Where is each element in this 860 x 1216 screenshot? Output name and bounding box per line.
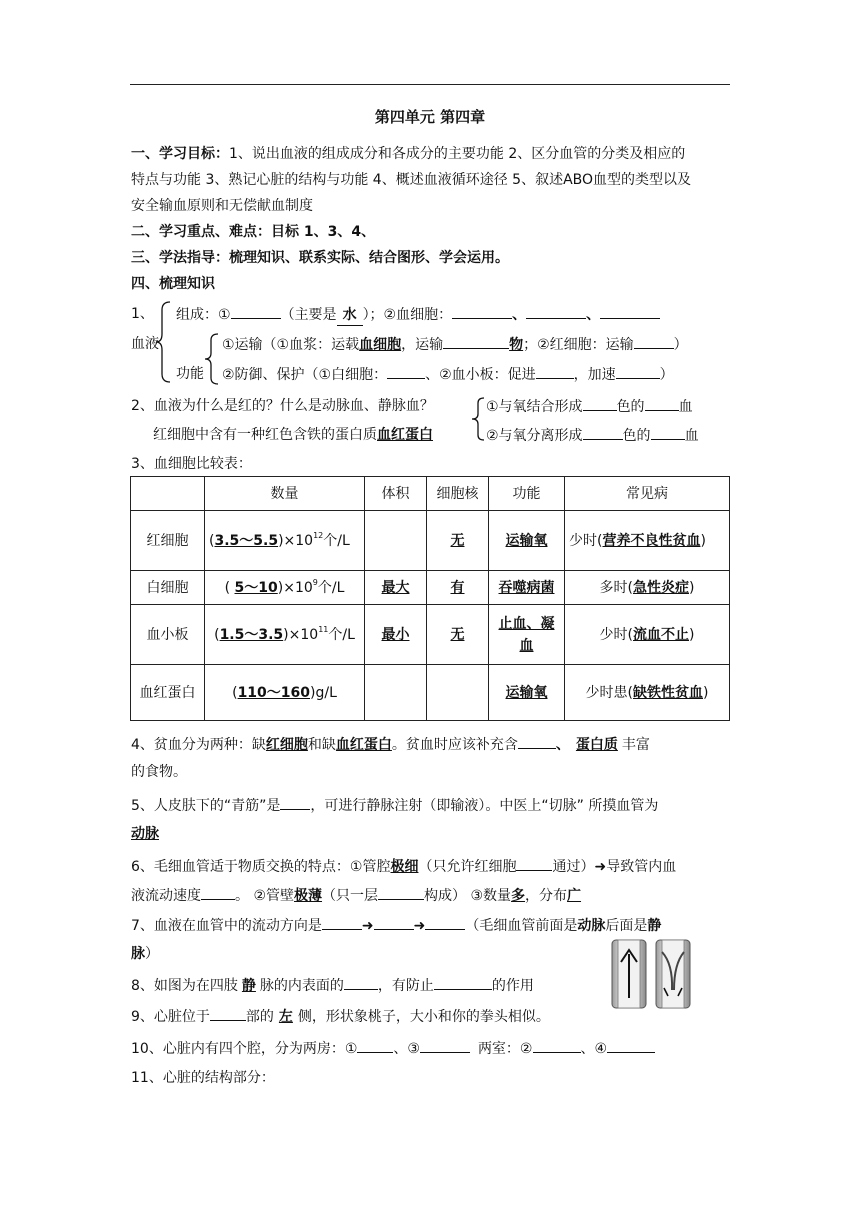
q1-main-post: ）；②血细胞： bbox=[362, 307, 453, 323]
q5-text-2: ，可进行静脉注射（即输液）。中医上“切脉” 所摸血管为 bbox=[310, 798, 659, 814]
q1-c1: ① bbox=[218, 307, 231, 323]
q2-right-1 bbox=[486, 396, 693, 417]
right-arrow-icon: ➜ bbox=[413, 918, 426, 934]
section-4-label: 四、梳理知识 bbox=[131, 276, 215, 292]
q1-f2-pre: ②防御、保护（①白细胞： bbox=[222, 367, 388, 383]
section-1-label: 一、学习目标： bbox=[131, 146, 229, 162]
blank bbox=[607, 1038, 655, 1053]
row-volume bbox=[365, 665, 427, 721]
dis-pre: 少时( bbox=[569, 532, 603, 549]
row-nucleus: 无 bbox=[427, 511, 489, 571]
dis-post: ) bbox=[689, 626, 695, 643]
q2-r1-end: 血 bbox=[678, 399, 693, 415]
dis-pre: 多时( bbox=[599, 579, 633, 596]
row-function: 吞噬病菌 bbox=[489, 571, 565, 605]
section-3-line bbox=[131, 248, 509, 268]
q7-line-2 bbox=[131, 944, 159, 964]
q7-answer-2: 静 bbox=[647, 918, 662, 934]
row-function: 运输氧 bbox=[489, 665, 565, 721]
q1-composition-line bbox=[176, 304, 660, 326]
blank bbox=[322, 915, 362, 930]
q8-pre: 8、如图为在四肢 bbox=[131, 978, 238, 994]
q1-function-label: 功能 bbox=[176, 366, 204, 382]
q6-l2-mid2: （只一层 bbox=[322, 888, 379, 904]
q2-r2-mid: 色的 bbox=[622, 428, 651, 444]
q4-answer-2: 血红蛋白 bbox=[335, 737, 392, 753]
row-quantity: (110～160)g/L bbox=[205, 665, 365, 721]
qty-tail: 个/L bbox=[323, 532, 350, 549]
qty-answer: 5～10 bbox=[234, 579, 278, 596]
table-row bbox=[131, 511, 730, 571]
q8-mid: 脉的内表面的 bbox=[259, 978, 344, 994]
blank bbox=[645, 396, 679, 411]
q2-r2-pre: ②与氧分离形成 bbox=[486, 428, 583, 444]
section-2-line bbox=[131, 222, 375, 242]
table-row bbox=[131, 605, 730, 665]
row-nucleus bbox=[427, 665, 489, 721]
section-1-text-1: 1、说出血液的组成成分和各成分的主要功能 2、区分血管的分类及相应的 bbox=[229, 146, 686, 162]
blank bbox=[600, 304, 660, 319]
q7-post: （毛细血管前面是 bbox=[465, 918, 578, 934]
q5-text: 5、人皮肤下的“青筋”是 bbox=[131, 798, 281, 814]
table-header: 常见病 bbox=[565, 477, 730, 511]
qty-answer: 110～160 bbox=[237, 684, 311, 701]
q4-line-1 bbox=[131, 734, 650, 755]
q4-mid2: 。贫血时应该补充含 bbox=[391, 737, 518, 753]
qty-answer: 1.5～3.5 bbox=[219, 626, 284, 643]
q1-sep: 、 bbox=[512, 307, 527, 323]
q5-line-1 bbox=[131, 795, 658, 816]
q4-sep: 、 bbox=[555, 737, 570, 753]
q7-post2: 后面是 bbox=[605, 918, 648, 934]
table-header: 功能 bbox=[489, 477, 565, 511]
row-disease bbox=[565, 665, 730, 721]
blank bbox=[516, 856, 552, 871]
q2-brace-icon bbox=[470, 396, 486, 442]
q6-mid2: 通过）➜导致管内血 bbox=[552, 859, 677, 875]
q11-line: 11、心脏的结构部分： bbox=[131, 1070, 275, 1086]
blank bbox=[583, 396, 617, 411]
q2-answer: 血红蛋白 bbox=[377, 427, 433, 443]
q9-answer: 左 bbox=[278, 1009, 293, 1025]
q1-f2-mid2: ，加速 bbox=[573, 367, 616, 383]
blank bbox=[452, 304, 512, 319]
dis-answer: 流血不止 bbox=[633, 626, 689, 643]
row-name: 血小板 bbox=[131, 605, 205, 665]
q1-f1-mid: ，运输 bbox=[401, 337, 444, 353]
q1-f1-post: ；②红细胞：运输 bbox=[523, 337, 634, 353]
q1-f2-mid: 、②血小板：促进 bbox=[425, 367, 536, 383]
vein-valve-diagram bbox=[608, 938, 728, 1010]
blank bbox=[443, 334, 509, 349]
table-header-empty bbox=[131, 477, 205, 511]
q9-mid: 部的 bbox=[245, 1009, 274, 1025]
q4-pre: 4、贫血分为两种：缺 bbox=[131, 737, 266, 753]
page-title: 第四单元 第四章 bbox=[374, 108, 486, 126]
q6-answer-4: 广 bbox=[567, 888, 582, 904]
section-1-text-2: 特点与功能 3、熟记心脏的结构与功能 4、概述血液循环途径 5、叙述ABO血型的类型以及 bbox=[131, 172, 692, 188]
q10-c4: 、④ bbox=[580, 1041, 608, 1057]
q1-function-brace-icon bbox=[204, 332, 220, 386]
blank bbox=[201, 885, 235, 900]
dis-pre: 少时患( bbox=[585, 684, 633, 701]
section-2-text: 目标 1、3、4、 bbox=[271, 224, 376, 240]
q5-answer: 动脉 bbox=[131, 826, 159, 842]
q1-main-answer: 水 bbox=[337, 305, 363, 326]
q6-l2-mid: 。 ②管壁 bbox=[235, 888, 295, 904]
row-disease bbox=[565, 571, 730, 605]
q9-pre: 9、心脏位于 bbox=[131, 1009, 210, 1025]
q10-pre: 10、心脏内有四个腔，分为两房：① bbox=[131, 1041, 358, 1057]
q7-line-1 bbox=[131, 915, 661, 936]
blank bbox=[374, 915, 414, 930]
qty-tail: 个/L bbox=[317, 579, 345, 596]
dis-answer: 缺铁性贫血 bbox=[633, 684, 703, 701]
blank bbox=[280, 795, 310, 810]
qty-tail: 个/L bbox=[328, 626, 355, 643]
q4-line-2: 的食物。 bbox=[131, 764, 187, 780]
row-disease bbox=[565, 605, 730, 665]
q6-answer-3: 多 bbox=[511, 888, 526, 904]
qty-answer: 3.5～5.5 bbox=[214, 532, 279, 549]
q1-f1-pre: ①运输（①血浆：运载 bbox=[222, 337, 360, 353]
q6-l2-mid4: ，分布 bbox=[525, 888, 568, 904]
blank bbox=[210, 1006, 246, 1021]
qty-exp: 9 bbox=[312, 577, 318, 587]
q1-blood-label: 血液 bbox=[131, 336, 159, 352]
q6-line-2 bbox=[131, 885, 581, 906]
q2-l2-pre: 红细胞中含有一种红色含铁的蛋白质 bbox=[153, 427, 377, 443]
section-3-text: 梳理知识、联系实际、结合图形、学会运用。 bbox=[229, 250, 509, 266]
dis-post: ) bbox=[689, 579, 695, 596]
vein-open-icon bbox=[612, 940, 646, 1008]
blank bbox=[518, 734, 556, 749]
q4-mid: 和缺 bbox=[307, 737, 336, 753]
row-function: 运输氧 bbox=[489, 511, 565, 571]
q10-line bbox=[131, 1038, 655, 1059]
qty-tail: g/L bbox=[315, 684, 337, 701]
table-header-row bbox=[131, 477, 730, 511]
blank bbox=[420, 1038, 470, 1053]
q1-number: 1、 bbox=[131, 306, 154, 322]
qty-exp: 11 bbox=[318, 624, 329, 634]
row-name: 血红蛋白 bbox=[131, 665, 205, 721]
q2-line-2 bbox=[153, 425, 433, 445]
table-row bbox=[131, 665, 730, 721]
q1-composition-label: 组成： bbox=[176, 307, 218, 323]
q7-pre: 7、血液在血管中的流动方向是 bbox=[131, 918, 322, 934]
q1-brace-icon bbox=[156, 300, 172, 384]
q8-mid2: ，有防止 bbox=[377, 978, 434, 994]
row-nucleus: 无 bbox=[427, 605, 489, 665]
q1-f1-answer-1: 血细胞 bbox=[359, 337, 402, 353]
right-arrow-icon: ➜ bbox=[361, 918, 374, 934]
row-volume: 最小 bbox=[365, 605, 427, 665]
row-name: 红细胞 bbox=[131, 511, 205, 571]
q1-function-1-line bbox=[222, 334, 688, 355]
q2-question: 2、血液为什么是红的？什么是动脉血、静脉血？ bbox=[131, 398, 434, 414]
q7-line-2-end: ） bbox=[145, 946, 159, 962]
q3-label: 3、血细胞比较表： bbox=[131, 456, 252, 472]
qty-unit: ×10 bbox=[283, 579, 313, 596]
row-function: 止血、凝血 bbox=[489, 605, 565, 665]
row-name: 白细胞 bbox=[131, 571, 205, 605]
row-volume bbox=[365, 511, 427, 571]
blank bbox=[583, 425, 623, 440]
q1-f2-end: ） bbox=[659, 367, 674, 383]
row-nucleus: 有 bbox=[427, 571, 489, 605]
q2-right-2 bbox=[486, 425, 699, 446]
table-header: 细胞核 bbox=[427, 477, 489, 511]
blank bbox=[378, 885, 424, 900]
dis-post: ) bbox=[700, 532, 706, 549]
q8-post: 的作用 bbox=[491, 978, 534, 994]
q6-l2-pre: 液流动速度 bbox=[131, 888, 201, 904]
row-disease bbox=[565, 511, 730, 571]
blank bbox=[616, 364, 660, 379]
qty-unit: ×10 bbox=[288, 626, 319, 643]
table-header: 体积 bbox=[365, 477, 427, 511]
q6-answer-1: 极细 bbox=[390, 859, 419, 875]
header-rule bbox=[130, 84, 730, 85]
row-quantity: $(3.5\sim 5.5)\times 10^{12}$个/L bbox=[205, 511, 365, 571]
q1-f1-answer-2: 物 bbox=[509, 337, 524, 353]
blank bbox=[533, 1038, 581, 1053]
blank bbox=[344, 975, 378, 990]
section-3-label: 三、学法指导： bbox=[131, 250, 229, 266]
qty-exp: 12 bbox=[313, 530, 324, 540]
blank bbox=[425, 915, 465, 930]
q1-sep: 、 bbox=[586, 307, 601, 323]
dis-answer: 营养不良性贫血 bbox=[602, 532, 701, 549]
q10-mid: 两室：② bbox=[477, 1041, 533, 1057]
q7-line-2-answer: 脉 bbox=[131, 946, 145, 962]
qty-unit: ×10 bbox=[283, 532, 314, 549]
blank bbox=[651, 425, 685, 440]
q1-main-pre: （主要是 bbox=[280, 307, 337, 323]
blank bbox=[357, 1038, 393, 1053]
q6-mid: （只允许红细胞 bbox=[418, 859, 517, 875]
q2-r1-mid: 色的 bbox=[616, 399, 645, 415]
q8-answer: 静 bbox=[241, 978, 256, 994]
blank bbox=[634, 334, 674, 349]
dis-post: ) bbox=[703, 684, 709, 701]
section-2-label: 二、学习重点、难点： bbox=[131, 224, 271, 240]
blank bbox=[231, 304, 281, 319]
blank bbox=[434, 975, 492, 990]
row-quantity: ( $5\sim 10)\times 10^9$个/L bbox=[205, 571, 365, 605]
row-quantity: $(1.5\sim 3.5)\times 10^{11}$个/L bbox=[205, 605, 365, 665]
section-1-text-3: 安全输血原则和无偿献血制度 bbox=[131, 198, 313, 214]
q6-pre: 6、毛细血管适于物质交换的特点：①管腔 bbox=[131, 859, 391, 875]
q1-f1-end: ） bbox=[673, 337, 688, 353]
q6-answer-2: 极薄 bbox=[294, 888, 323, 904]
q7-answer-1: 动脉 bbox=[577, 918, 606, 934]
q4-post: 丰富 bbox=[621, 737, 650, 753]
q8-line bbox=[131, 975, 534, 996]
table-header: 数量 bbox=[205, 477, 365, 511]
q1-function-2-line bbox=[222, 364, 674, 385]
dis-pre: 少时( bbox=[599, 626, 633, 643]
q4-answer-1: 红细胞 bbox=[265, 737, 308, 753]
q9-line bbox=[131, 1006, 550, 1027]
section-1-line-1 bbox=[131, 144, 685, 164]
q6-l2-mid3: 构成） ③数量 bbox=[424, 888, 512, 904]
q10-c3: 、③ bbox=[393, 1041, 420, 1057]
blood-cell-table bbox=[130, 476, 730, 721]
blank bbox=[387, 364, 425, 379]
q6-line-1 bbox=[131, 856, 676, 877]
q9-post: 侧，形状象桃子，大小和你的拳头相似。 bbox=[297, 1009, 550, 1025]
row-volume: 最大 bbox=[365, 571, 427, 605]
dis-answer: 急性炎症 bbox=[633, 579, 689, 596]
table-row bbox=[131, 571, 730, 605]
vein-closed-valve-icon bbox=[656, 940, 690, 1008]
q4-answer-3: 蛋白质 bbox=[575, 737, 618, 753]
blank bbox=[526, 304, 586, 319]
q2-r1-pre: ①与氧结合形成 bbox=[486, 399, 583, 415]
blank bbox=[536, 364, 574, 379]
q2-r2-end: 血 bbox=[684, 428, 699, 444]
